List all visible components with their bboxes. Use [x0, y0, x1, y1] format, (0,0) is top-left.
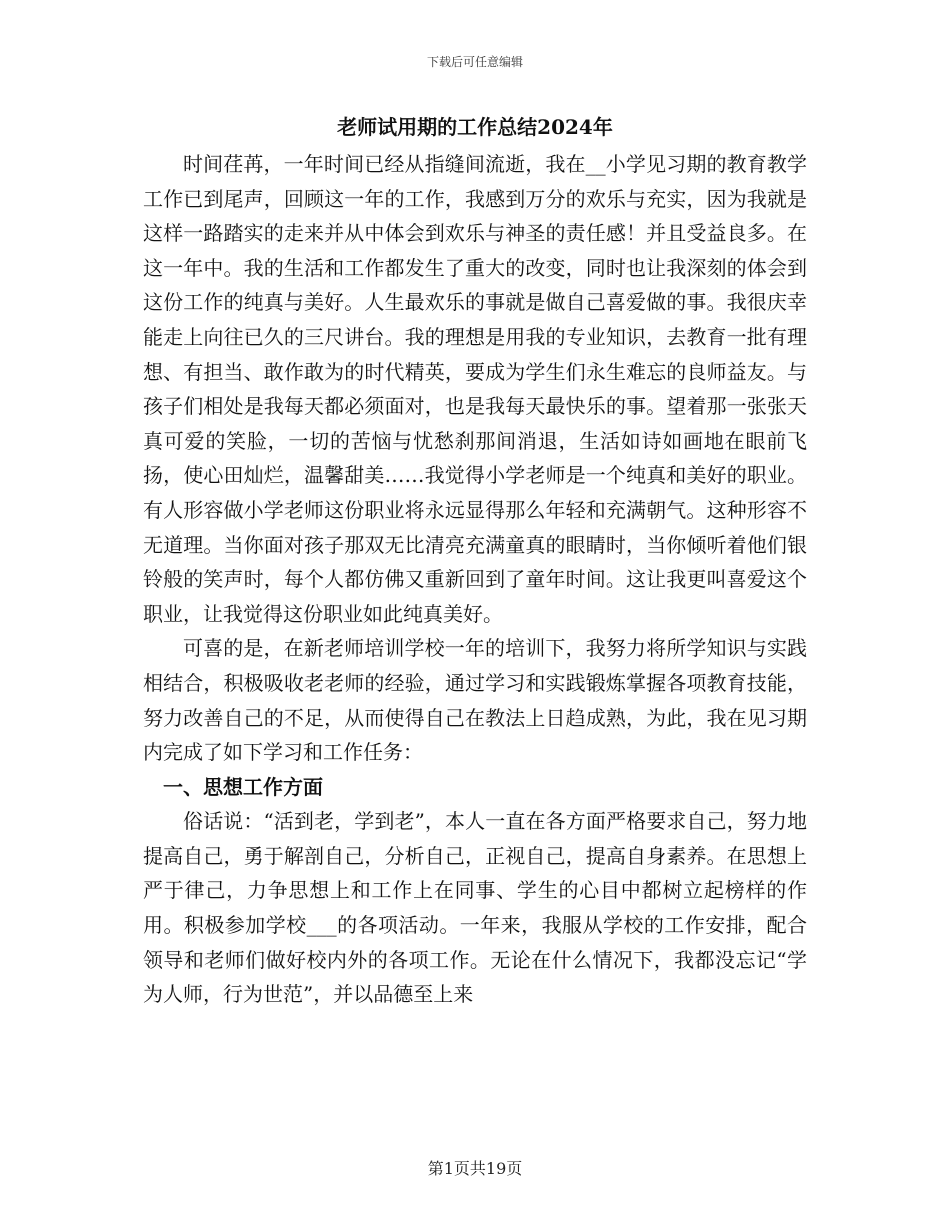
section-heading: 一、思想工作方面: [163, 774, 323, 799]
page-number: 第1页共19页: [427, 1159, 523, 1178]
page-header-note: 下载后可任意编辑: [426, 55, 523, 69]
document-body: [143, 147, 807, 1012]
paragraph-intro: 时间荏苒，一年时间已经从指缝间流逝，我在__小学见习期的教育教学工作已到尾声，回顾这一年的工作，我感到万分的欢乐与充实，因为我就是这样一路踏实的走来并从中体会到欢乐与神圣的责任感！并且受益良多。在这一年中。我的生活和工作都发生了重大的改变，同时也让我深刻的体会到这份工作的纯真与美好。人生最欢乐的事就是做自己喜爱做的事。我很庆幸能走上向往已久的三尺讲台。我的理想是用我的专业知识，去教育一批有理想、有担当、敢作敢为的时代精英，要成为学生们永生难忘的良师益友。与孩子们相处是我每天都必须面对，也是我每天最快乐的事。望着那一张张天真可爱的笑脸，一切的苦恼与忧愁刹那间消退，生活如诗如画地在眼前飞扬，使心田灿烂，温馨甜美……我觉得小学老师是一个纯真和美好的职业。有人形容做小学老师这份职业将永远显得那么年轻和充满朝气。这种形容不无道理。当你面对孩子那双无比清亮充满童真的眼睛时，当你倾听着他们银铃般的笑声时，每个人都仿佛又重新回到了童年时间。这让我更叫喜爱这个职业，让我觉得这份职业如此纯真美好。: [143, 152, 807, 626]
paragraph-training: 可喜的是，在新老师培训学校一年的培训下，我努力将所学知识与实践相结合，积极吸收老老师的经验，通过学习和实践锻炼掌握各项教育技能，努力改善自己的不足，从而使得自己在教法上日趋成熟，为此，我在见习期内完成了如下学习和工作任务：: [143, 636, 807, 765]
paragraph-thought-work: 俗话说：“活到老，学到老”，本人一直在各方面严格要求自己，努力地提高自己，勇于解剖自己，分析自己，正视自己，提高自身素养。在思想上严于律己，力争思想上和工作上在同事、学生的心目中都树立起榜样的作用。积极参加学校___的各项活动。一年来，我服从学校的工作安排，配合领导和老师们做好校内外的各项工作。无论在什么情况下，我都没忘记“学为人师，行为世范”，并以品德至上来: [143, 809, 807, 1007]
document-title: 老师试用期的工作总结2024年: [337, 115, 613, 139]
